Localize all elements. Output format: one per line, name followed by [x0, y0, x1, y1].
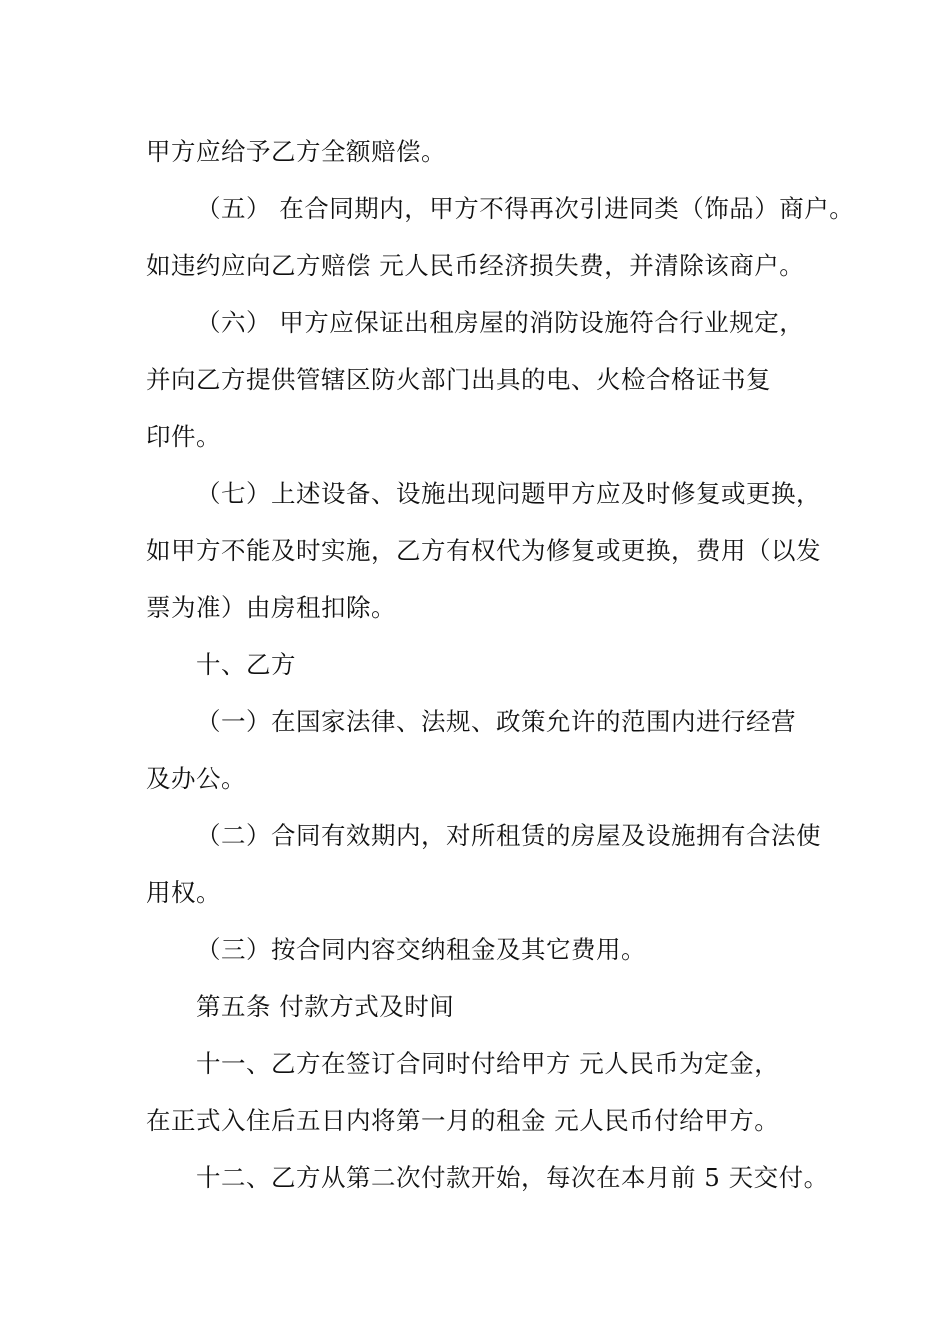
paragraph-line: （三）按合同内容交纳租金及其它费用。: [196, 935, 646, 964]
paragraph-line: 甲方应给予乙方全额赔偿。: [146, 137, 446, 166]
paragraph-line: 印件。: [146, 422, 221, 451]
paragraph-line: （二）合同有效期内，对所租赁的房屋及设施拥有合法使: [196, 821, 821, 850]
paragraph-line: 如甲方不能及时实施，乙方有权代为修复或更换，费用（以发: [146, 536, 821, 565]
paragraph-line: 如违约应向乙方赔偿 元人民币经济损失费，并清除该商户。: [146, 251, 805, 280]
paragraph-line: （五） 在合同期内，甲方不得再次引进同类（饰品）商户。: [196, 194, 855, 223]
paragraph-line: 十二、乙方从第二次付款开始，每次在本月前 5 天交付。: [196, 1163, 829, 1192]
paragraph-line: （七）上述设备、设施出现问题甲方应及时修复或更换，: [196, 479, 821, 508]
paragraph-line: 及办公。: [146, 764, 246, 793]
paragraph-line: （一）在国家法律、法规、政策允许的范围内进行经营: [196, 707, 796, 736]
paragraph-line: （六） 甲方应保证出租房屋的消防设施符合行业规定，: [196, 308, 805, 337]
paragraph-line: 在正式入住后五日内将第一月的租金 元人民币付给甲方。: [146, 1106, 780, 1135]
paragraph-line: 并向乙方提供管辖区防火部门出具的电、火检合格证书复: [146, 365, 771, 394]
section-heading: 十、乙方: [196, 650, 296, 679]
paragraph-line: 十一、乙方在签订合同时付给甲方 元人民币为定金，: [196, 1049, 780, 1078]
paragraph-line: 票为准）由房租扣除。: [146, 593, 396, 622]
paragraph-line: 用权。: [146, 878, 221, 907]
article-heading: 第五条 付款方式及时间: [196, 992, 455, 1021]
